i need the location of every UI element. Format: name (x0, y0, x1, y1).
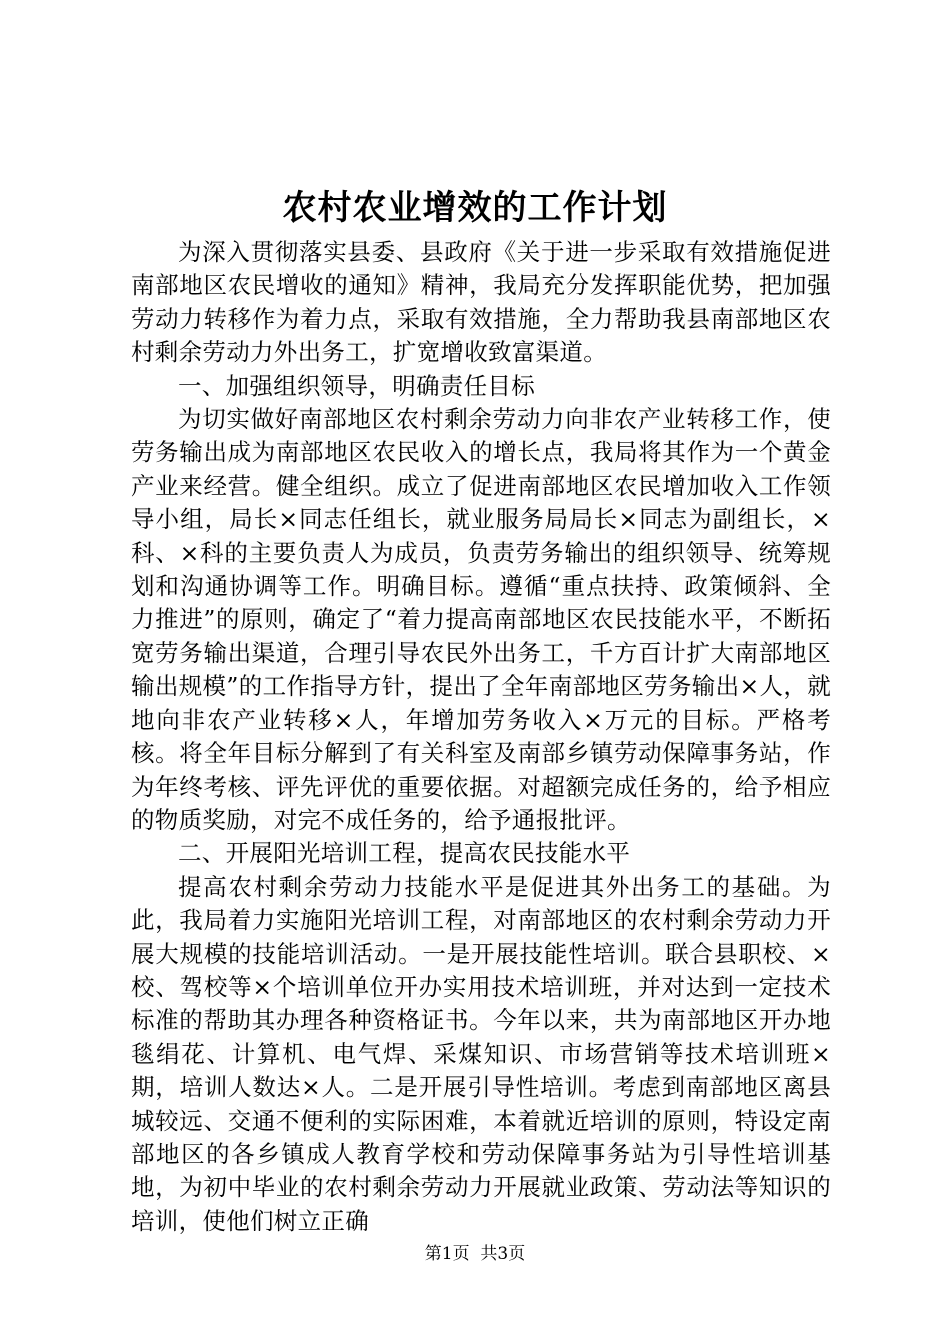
section-heading-2: 二、开展阳光培训工程，提高农民技能水平 (178, 839, 631, 868)
section-heading-1: 一、加强组织领导，明确责任目标 (178, 371, 535, 400)
paragraph-intro: 为深入贯彻落实县委、县政府《关于进一步采取有效措施促进南部地区农民增收的通知》精神，我局充分发挥职能优势，把加强劳动力转移作为着力点，采取有效措施，全力帮助我县南部地区农村剩余劳动力外出务工，扩宽增收致富渠道。 (131, 238, 831, 367)
paragraph-section-2: 提高农村剩余劳动力技能水平是促进其外出务工的基础。为此，我局着力实施阳光培训工程，对南部地区的农村剩余劳动力开展大规模的技能培训活动。一是开展技能性培训。联合县职校、×校、驾校等×个培训单位开办实用技术培训班，并对达到一定技术标准的帮助其办理各种资格证书。今年以来，共为南部地区开办地毯绢花、计算机、电气焊、采煤知识、市场营销等技术培训班×期，培训人数达×人。二是开展引导性培训。考虑到南部地区离县城较远、交通不便利的实际困难，本着就近培训的原则，特设定南部地区的各乡镇成人教育学校和劳动保障事务站为引导性培训基地，为初中毕业的农村剩余劳动力开展就业政策、劳动法等知识的培训，使他们树立正确 (131, 872, 831, 1235)
document-body (131, 236, 831, 1238)
page-number-label: 第1页 共3页 (424, 1244, 526, 1264)
paragraph-section-1: 为切实做好南部地区农村剩余劳动力向非农产业转移工作，使劳务输出成为南部地区农民收入的增长点，我局将其作为一个黄金产业来经营。健全组织。成立了促进南部地区农民增加收入工作领导小组，局长×同志任组长，就业服务局局长×同志为副组长，×科、×科的主要负责人为成员，负责劳务输出的组织领导、统筹规划和沟通协调等工作。明确目标。遵循“重点扶持、政策倾斜、全力推进”的原则，确定了“着力提高南部地区农民技能水平，不断拓宽劳务输出渠道，合理引导农民外出务工，千方百计扩大南部地区输出规模”的工作指导方针，提出了全年南部地区劳务输出×人，就地向非农产业转移×人，年增加劳务收入×万元的目标。严格考核。将全年目标分解到了有关科室及南部乡镇劳动保障事务站，作为年终考核、评先评优的重要依据。对超额完成任务的，给予相应的物质奖励，对完不成任务的，给予通报批评。 (131, 405, 831, 834)
document-title: 农村农业增效的工作计划 (282, 188, 668, 228)
page-footer (0, 1242, 950, 1266)
